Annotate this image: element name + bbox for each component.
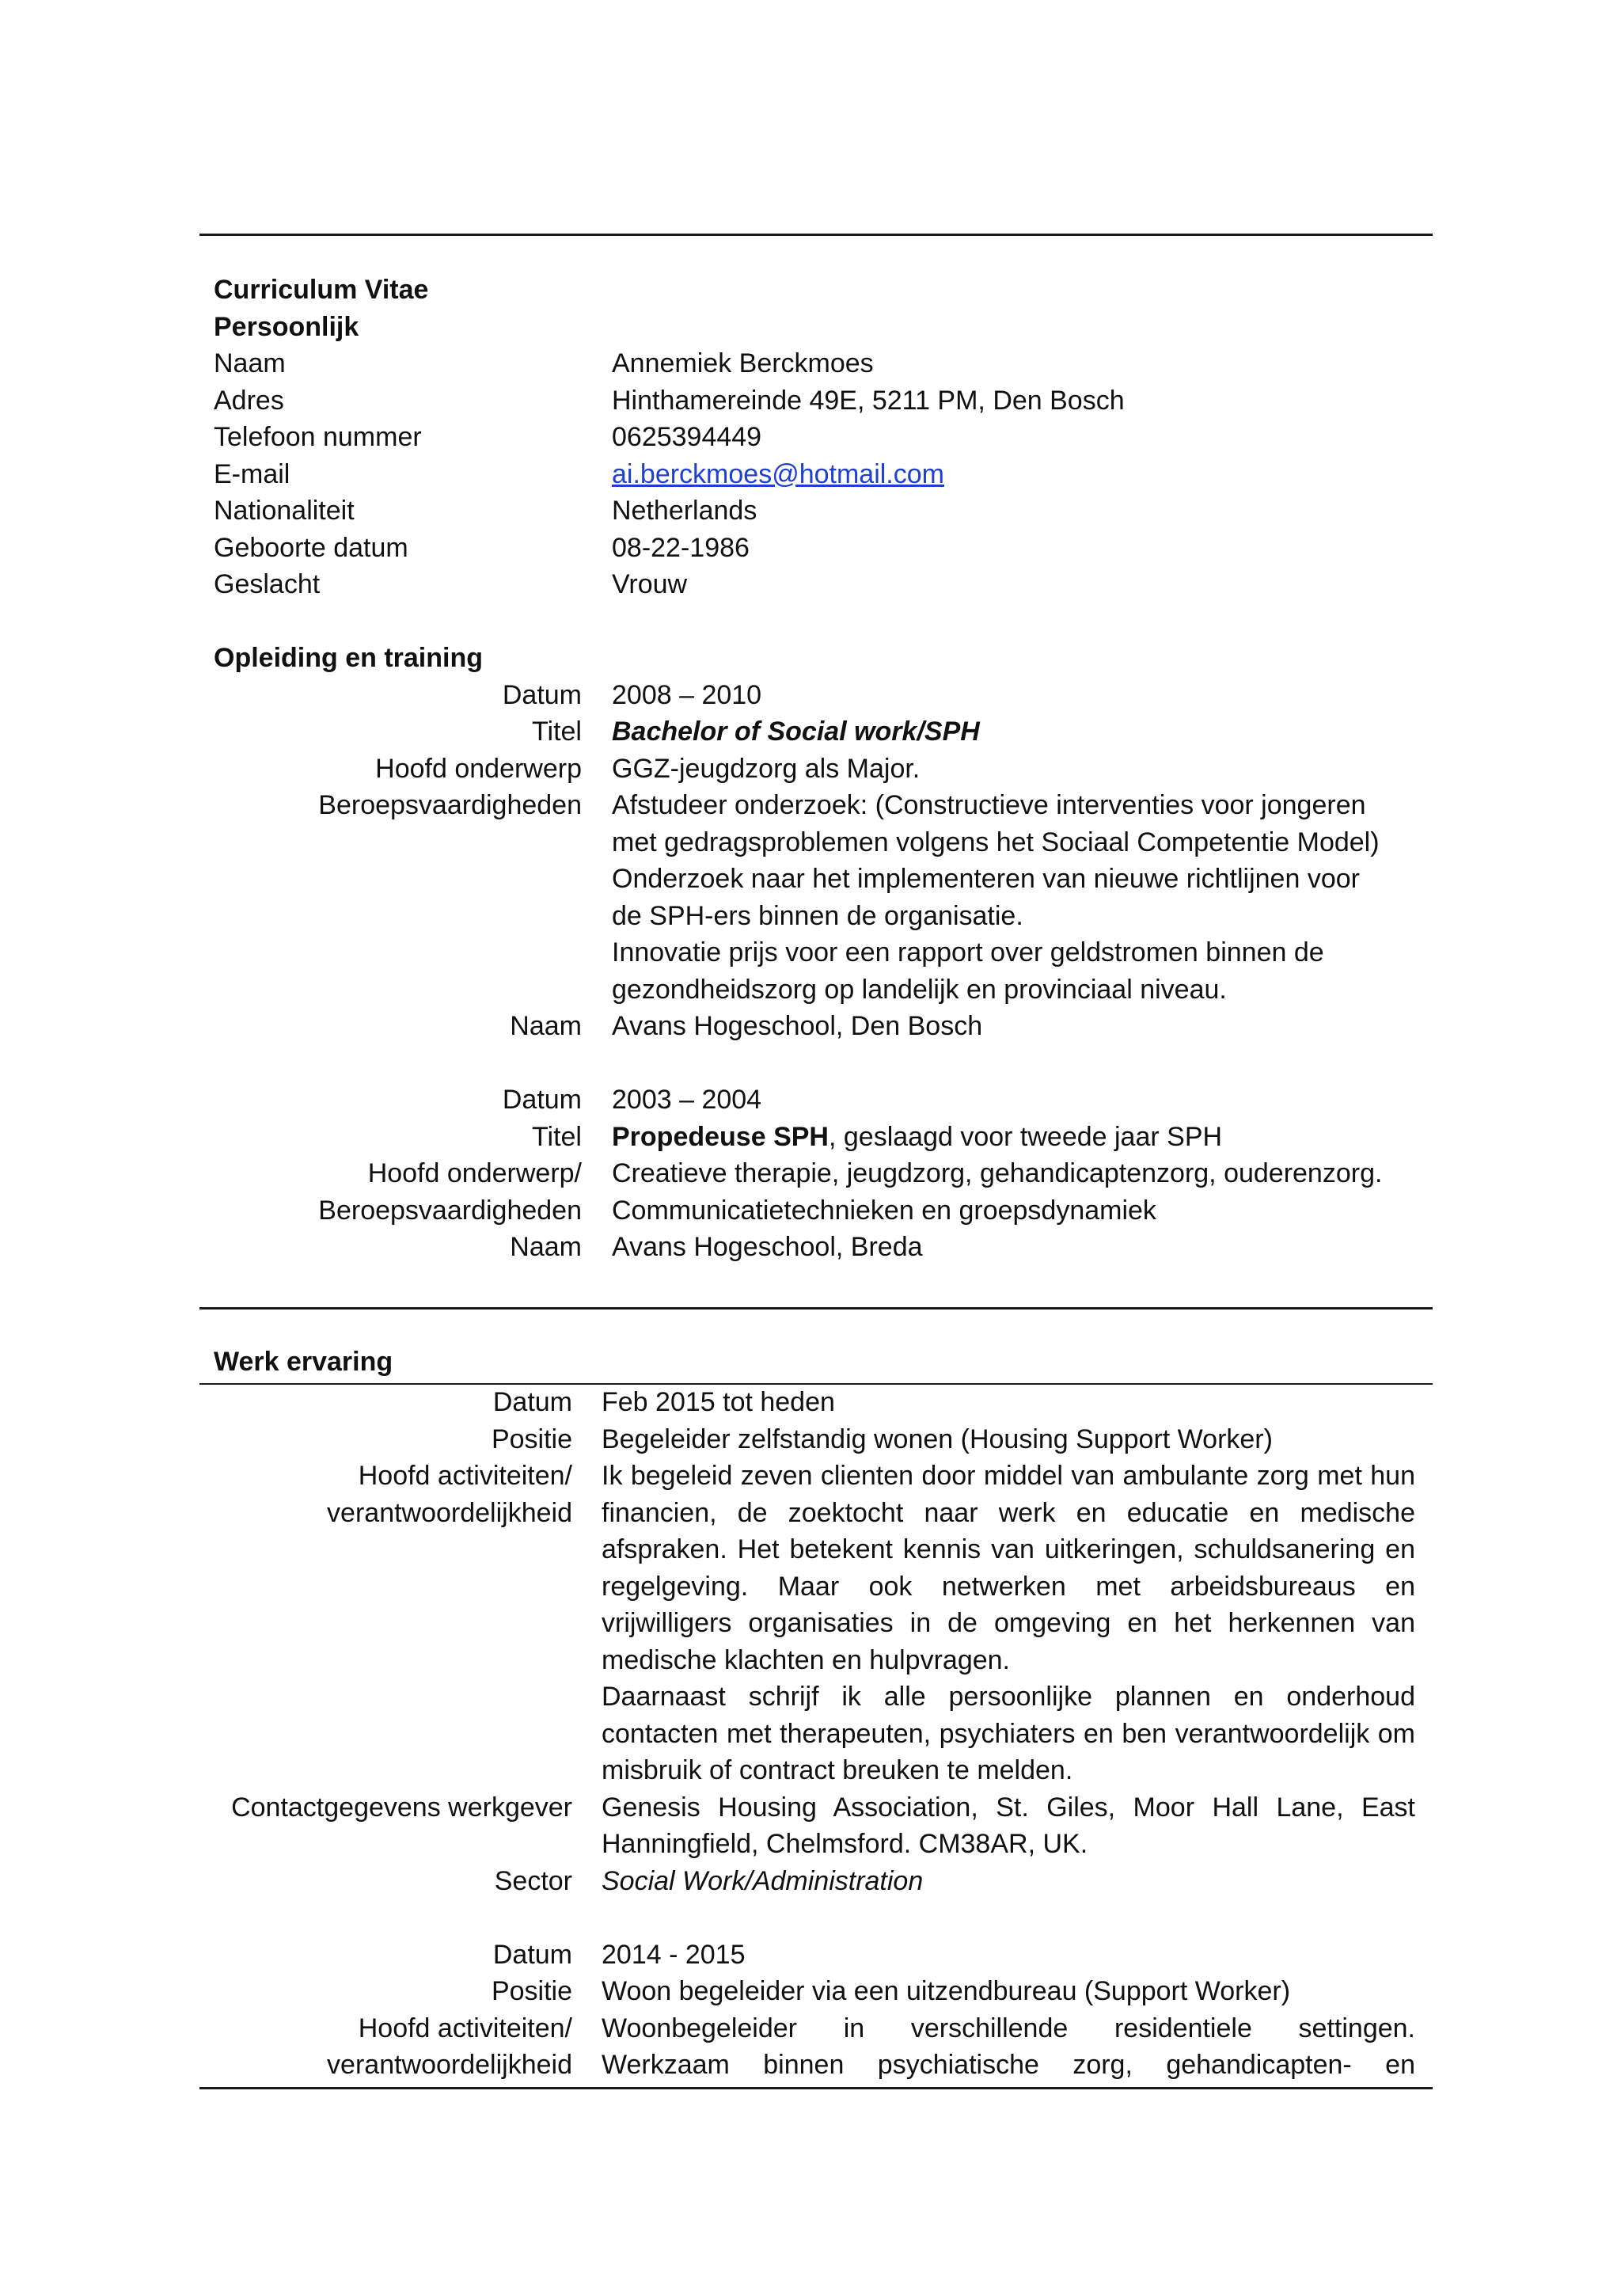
edu2-name-row bbox=[214, 1229, 1418, 1266]
email-link[interactable]: ai.berckmoes@hotmail.com bbox=[612, 458, 944, 489]
job1-activities-label-1: Hoofd activiteiten/ bbox=[358, 1461, 572, 1491]
label-nationality: Nationaliteit bbox=[214, 496, 355, 526]
edu1-skills-line: Onderzoek naar het implementeren van nieuwe richtlijnen voor bbox=[612, 864, 1360, 894]
edu1-date-row bbox=[214, 677, 1418, 714]
job2-position-row bbox=[214, 1973, 1418, 2010]
job2-activities-label-2: verantwoordelijkheid bbox=[327, 2050, 572, 2080]
job1-position-label: Positie bbox=[491, 1424, 572, 1454]
edu1-date-label: Datum bbox=[502, 679, 582, 710]
personal-section bbox=[214, 272, 1418, 1266]
personal-row-nationality bbox=[214, 492, 1418, 530]
edu2-name: Avans Hogeschool, Breda bbox=[612, 1232, 923, 1262]
personal-row-gender bbox=[214, 566, 1418, 603]
job2-date-label: Datum bbox=[492, 1939, 572, 1970]
personal-heading: Persoonlijk bbox=[214, 311, 359, 342]
edu2-skills: Communicatietechnieken en groepsdynamiek bbox=[612, 1195, 1156, 1226]
education-bottom-rule bbox=[199, 1307, 1433, 1310]
job1-position-row bbox=[214, 1421, 1418, 1458]
job1-activities-paragraph-1: Ik begeleid zeven clienten door middel van ambulante zorg met hun financien, de zoektocht naar werk en educatie en medische afspraken. Het betekent kennis van uitkeringen, schuldsanering en regelgeving. Maar ook netwerken met arbeidsbureaus en vrijwilligers organisaties in de omgeving en het herkennen van medische klachten en hulpvragen. bbox=[602, 1461, 1415, 1675]
job2-position: Woon begeleider via een uitzendbureau (Support Worker) bbox=[602, 1976, 1291, 2006]
cv-title: Curriculum Vitae bbox=[214, 275, 429, 305]
label-gender: Geslacht bbox=[214, 569, 321, 599]
top-rule bbox=[199, 234, 1433, 236]
personal-row-birthdate bbox=[214, 530, 1418, 567]
job2-activities-label-1: Hoofd activiteiten/ bbox=[358, 2013, 572, 2043]
job1-employer-label: Contactgegevens werkgever bbox=[231, 1792, 572, 1823]
value-address: Hinthamereinde 49E, 5211 PM, Den Bosch bbox=[612, 385, 1125, 416]
edu2-skills-label: Beroepsvaardigheden bbox=[318, 1195, 582, 1226]
edu2-subject-row bbox=[214, 1155, 1418, 1192]
job2-position-label: Positie bbox=[491, 1976, 572, 2006]
job1-sector-row bbox=[214, 1863, 1418, 1900]
label-email: E-mail bbox=[214, 458, 290, 489]
work-heading-block bbox=[214, 1344, 1418, 1381]
job1-employer-row bbox=[214, 1789, 1418, 1863]
edu2-title-rest: , geslaagd voor tweede jaar SPH bbox=[828, 1121, 1223, 1152]
edu1-name-label: Naam bbox=[510, 1011, 582, 1041]
edu2-date-row bbox=[214, 1081, 1418, 1119]
job1-activities-row bbox=[214, 1458, 1418, 1789]
job2-activities-line-2: Werkzaam binnen psychiatische zorg, gehandicapten- en bbox=[602, 2050, 1415, 2080]
label-name: Naam bbox=[214, 348, 286, 378]
job1-position: Begeleider zelfstandig wonen (Housing Support Worker) bbox=[602, 1424, 1273, 1454]
job1-employer: Genesis Housing Association, St. Giles, Moor Hall Lane, East Hanningfield, Chelmsford. CM38AR, UK. bbox=[602, 1792, 1415, 1859]
edu1-skills-line: Afstudeer onderzoek: (Constructieve interventies voor jongeren bbox=[612, 790, 1366, 820]
label-birthdate: Geboorte datum bbox=[214, 532, 408, 563]
label-phone: Telefoon nummer bbox=[214, 422, 422, 452]
job1-activities-label-2: verantwoordelijkheid bbox=[327, 1497, 572, 1528]
job1-date-label: Datum bbox=[492, 1387, 572, 1417]
edu1-skills-line: met gedragsproblemen volgens het Sociaal Competentie Model) bbox=[612, 827, 1380, 857]
edu1-skills-label: Beroepsvaardigheden bbox=[318, 790, 582, 820]
personal-row-name bbox=[214, 345, 1418, 382]
work-heading: Werk ervaring bbox=[214, 1347, 393, 1377]
edu2-skills-row bbox=[214, 1192, 1418, 1230]
edu2-date: 2003 – 2004 bbox=[612, 1085, 762, 1115]
value-phone: 0625394449 bbox=[612, 422, 762, 452]
value-birthdate: 08-22-1986 bbox=[612, 532, 750, 563]
job2-date-row bbox=[214, 1937, 1418, 1974]
edu1-subject-label: Hoofd onderwerp bbox=[375, 753, 582, 784]
edu1-subject: GGZ-jeugdzorg als Major. bbox=[612, 753, 921, 784]
edu2-title-row bbox=[214, 1119, 1418, 1156]
personal-row-address bbox=[214, 382, 1418, 420]
personal-row-phone bbox=[214, 419, 1418, 456]
edu2-subject-label: Hoofd onderwerp/ bbox=[367, 1158, 582, 1188]
edu1-name-row bbox=[214, 1008, 1418, 1045]
edu1-subject-row bbox=[214, 751, 1418, 788]
edu1-name: Avans Hogeschool, Den Bosch bbox=[612, 1011, 983, 1041]
edu1-title-row bbox=[214, 713, 1418, 751]
edu2-title-bold: Propedeuse SPH bbox=[612, 1121, 829, 1152]
job1-activities-paragraph-2: Daarnaast schrijf ik alle persoonlijke plannen en onderhoud contacten met therapeuten, psychiaters en ben verantwoordelijk om misbruik of contract breuken te melden. bbox=[602, 1682, 1415, 1785]
page-bottom-rule bbox=[199, 2087, 1433, 2089]
education-heading: Opleiding en training bbox=[214, 643, 483, 673]
edu2-title-label: Titel bbox=[532, 1121, 582, 1152]
edu1-date: 2008 – 2010 bbox=[612, 679, 762, 710]
job1-date-row bbox=[214, 1384, 1418, 1421]
edu1-title: Bachelor of Social work/SPH bbox=[612, 717, 980, 747]
edu1-skills-line: de SPH-ers binnen de organisatie. bbox=[612, 900, 1023, 931]
value-nationality: Netherlands bbox=[612, 496, 757, 526]
job2-activities-row bbox=[214, 2010, 1418, 2084]
edu1-skills-line: Innovatie prijs voor een rapport over geldstromen binnen de bbox=[612, 937, 1324, 967]
work-section bbox=[214, 1384, 1418, 2084]
edu1-title-label: Titel bbox=[532, 717, 582, 747]
value-name: Annemiek Berckmoes bbox=[612, 348, 874, 378]
edu1-skills-line: gezondheidszorg op landelijk en provinciaal niveau. bbox=[612, 974, 1227, 1005]
job1-sector: Social Work/Administration bbox=[602, 1865, 924, 1896]
edu1-skills-row-1 bbox=[214, 787, 1418, 824]
value-gender: Vrouw bbox=[612, 569, 688, 599]
personal-row-email bbox=[214, 456, 1418, 493]
edu2-name-label: Naam bbox=[510, 1232, 582, 1262]
job1-sector-label: Sector bbox=[494, 1865, 572, 1896]
label-address: Adres bbox=[214, 385, 284, 416]
edu2-date-label: Datum bbox=[502, 1085, 582, 1115]
job1-date: Feb 2015 tot heden bbox=[602, 1387, 835, 1417]
edu2-subject: Creatieve therapie, jeugdzorg, gehandicaptenzorg, ouderenzorg. bbox=[612, 1158, 1383, 1188]
job2-activities-line-1: Woonbegeleider in verschillende residentiele settingen. bbox=[602, 2013, 1415, 2043]
job2-date: 2014 - 2015 bbox=[602, 1939, 746, 1970]
